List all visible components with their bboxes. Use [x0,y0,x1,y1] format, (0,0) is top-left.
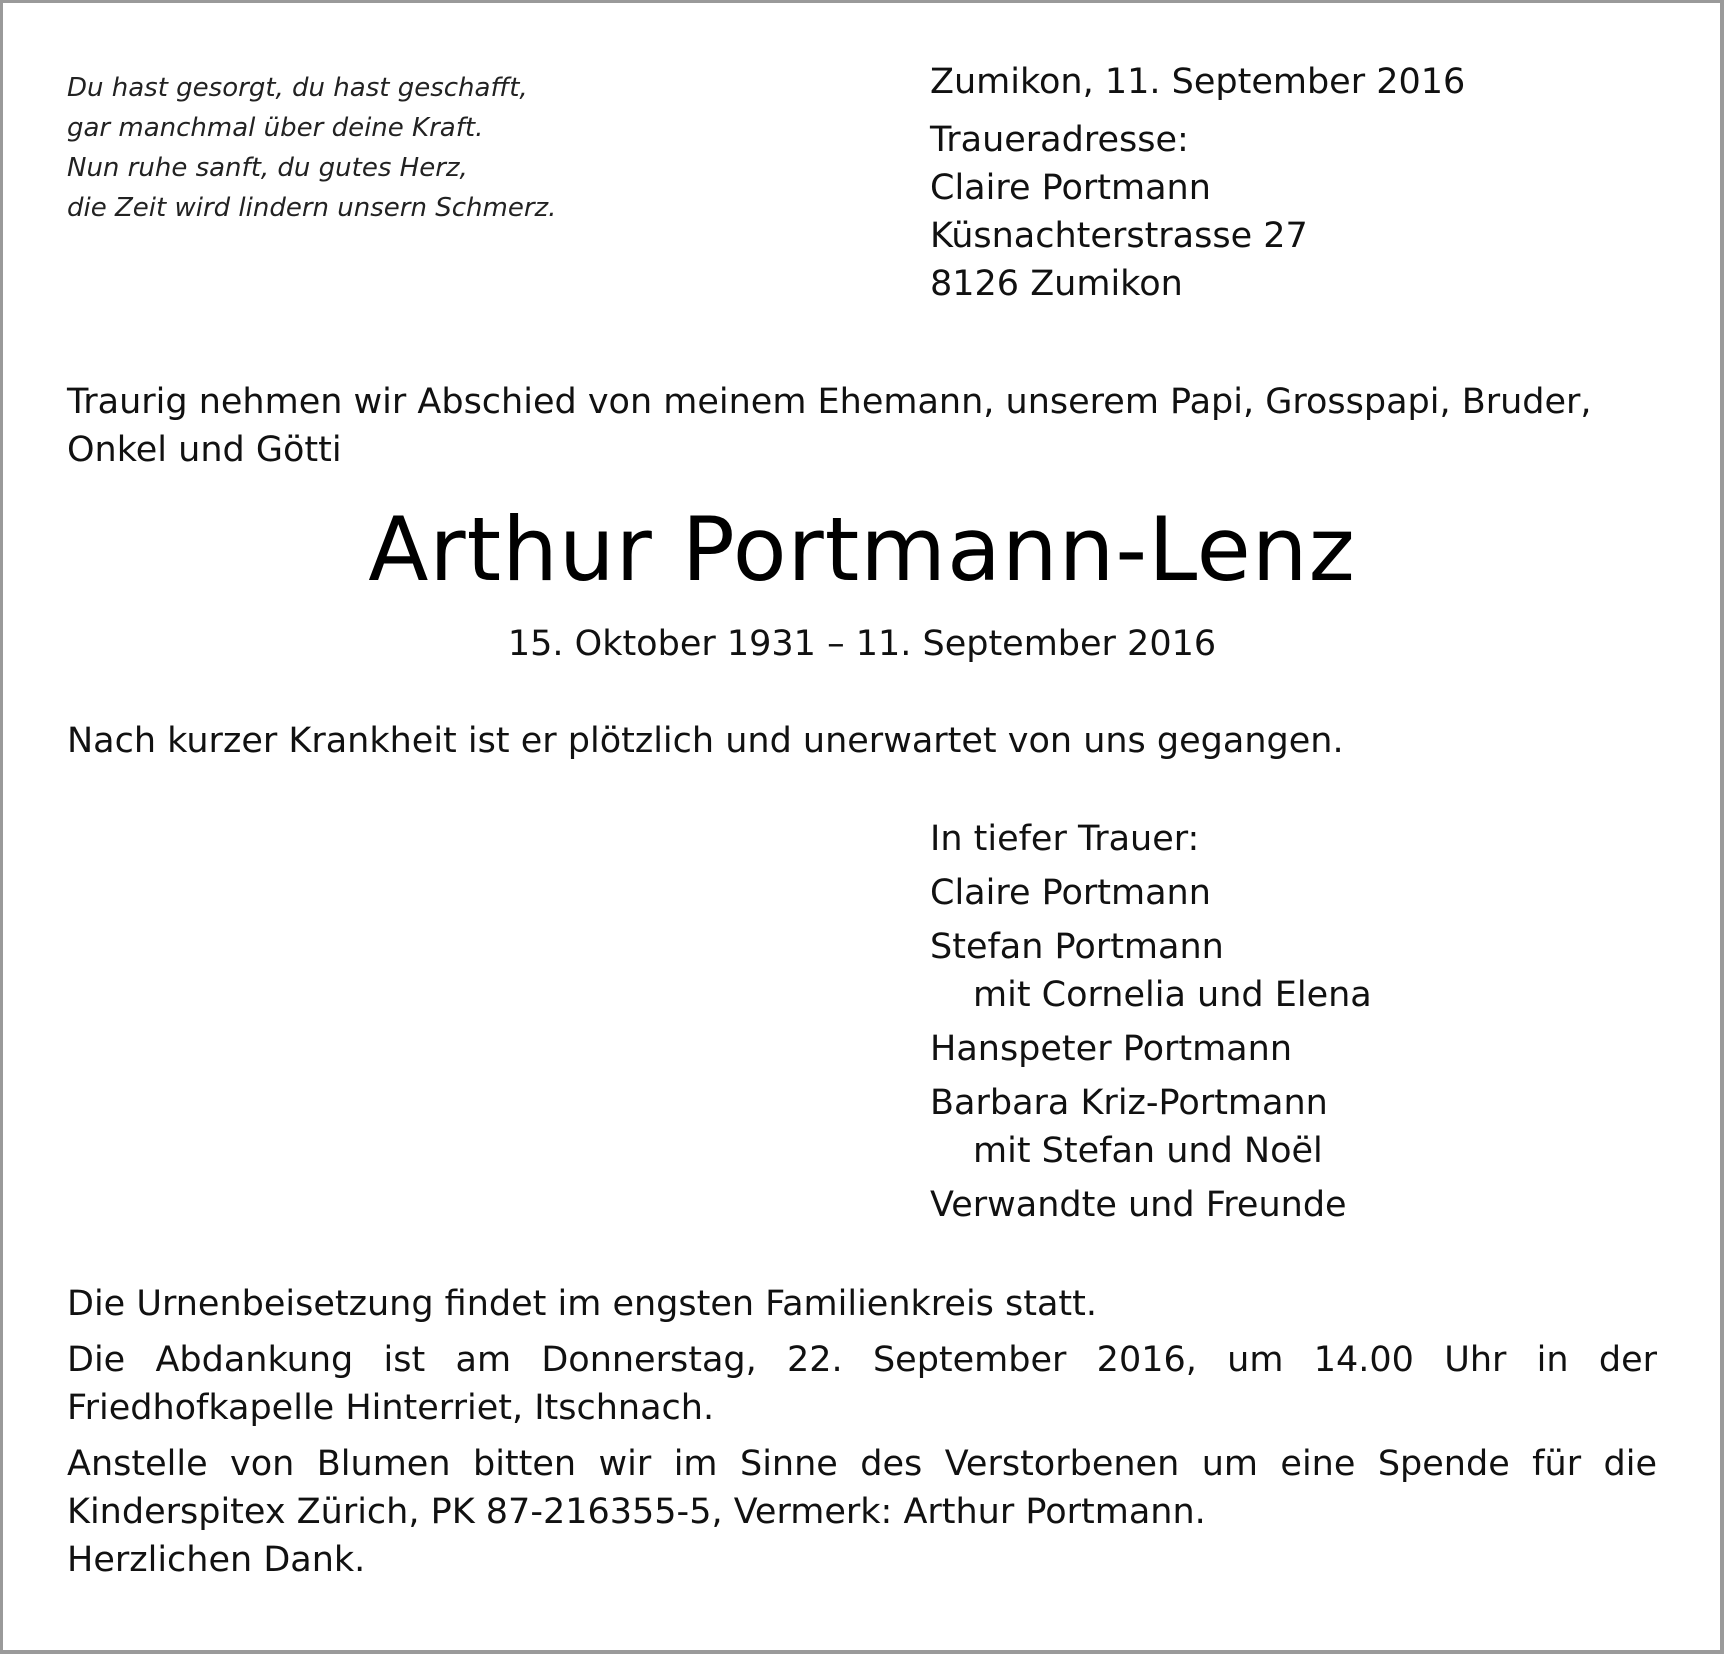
poem [67,68,556,228]
poem-line: die Zeit wird lindern unsern Schmerz. [67,193,557,223]
mourner-stefan-group [930,923,1372,1019]
address-name: Claire Portmann [930,168,1211,208]
address-city: 8126 Zumikon [930,264,1183,304]
address-label: Traueradresse: [930,120,1189,160]
intro-text: Traurig nehmen wir Abschied von meinem Ehemann, unserem Papi, Grosspapi, Bruder, Onkel und Götti [67,382,1592,470]
notice-text: Nach kurzer Krankheit ist er plötzlich und unerwartet von uns gegangen. [67,721,1344,761]
poem-line: gar manchmal über deine Kraft. [67,113,484,143]
mourner-hanspeter: Hanspeter Portmann [930,1029,1292,1069]
mourning-address-block [930,58,1465,308]
mourner-barbara-group [930,1079,1372,1175]
mourners-list [930,815,1372,1235]
poem-line: Du hast gesorgt, du hast geschafft, [67,73,528,103]
address-street: Küsnachterstrasse 27 [930,216,1308,256]
mourner-others: Verwandte und Freunde [930,1185,1347,1225]
life-dates: 15. Oktober 1931 – 11. September 2016 [507,624,1217,664]
mourner-claire: Claire Portmann [930,873,1211,913]
deceased-name: Arthur Portmann-Lenz [368,498,1356,601]
mourners-heading: In tiefer Trauer: [930,819,1200,859]
service-note: Die Abdankung ist am Donnerstag, 22. September 2016, um 14.00 Uhr in der Friedhofkapelle Hinterriet, Itschnach. [67,1340,1657,1428]
mourner-stefan: Stefan Portmann [930,927,1224,967]
mourner-stefan-family: mit Cornelia und Elena [973,975,1372,1015]
place-date: Zumikon, 11. September 2016 [930,62,1466,102]
thanks-note: Herzlichen Dank. [67,1540,366,1580]
footer-notes [67,1280,1657,1592]
poem-line: Nun ruhe sanft, du gutes Herz, [67,153,468,183]
donation-note: Anstelle von Blumen bitten wir im Sinne des Verstorbenen um eine Spende für die Kinderspitex Zürich, PK 87-216355-5, Vermerk: Arthur Portmann. [67,1444,1657,1532]
mourner-barbara-family: mit Stefan und Noël [973,1131,1323,1171]
burial-note: Die Urnenbeisetzung findet im engsten Familienkreis statt. [67,1284,1098,1324]
mourner-barbara: Barbara Kriz-Portmann [930,1083,1328,1123]
